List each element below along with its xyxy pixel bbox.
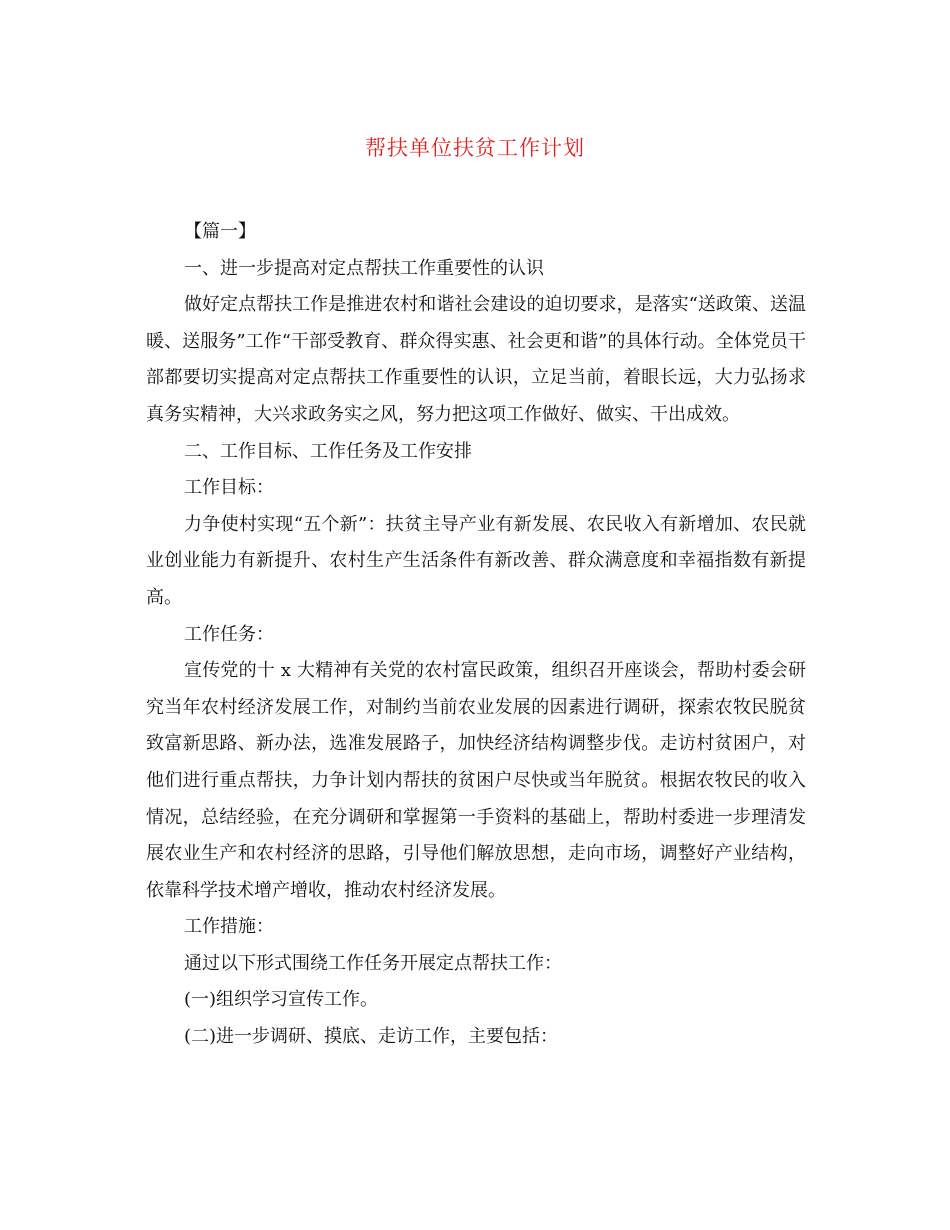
label-work-goals: 工作目标： (184, 477, 274, 499)
document-title: 帮扶单位扶贫工作计划 (365, 136, 585, 160)
list-item-2: (二)进一步调研、摸底、走访工作，主要包括： (184, 1026, 559, 1048)
document-body (146, 214, 806, 1056)
paragraph-work-goals: 力争使村实现“五个新”：扶贫主导产业有新发展、农民收入有新增加、农民就业创业能力有新提升、农村生产生活条件有新改善、群众满意度和幸福指数有新提高。 (146, 513, 806, 608)
heading-section-1: 一、进一步提高对定点帮扶工作重要性的认识 (184, 257, 544, 279)
label-work-tasks: 工作任务： (184, 623, 274, 645)
paragraph-work-tasks: 宣传党的十 x 大精神有关党的农村富民政策，组织召开座谈会，帮助村委会研究当年农村经济发展工作，对制约当前农业发展的因素进行调研，探索农牧民脱贫致富新思路、新办法，选准发展路子，加快经济结构调整步伐。走访村贫困户，对他们进行重点帮扶，力争计划内帮扶的贫困户尽快或当年脱贫。根据农牧民的收入情况，总结经验，在充分调研和掌握第一手资料的基础上，帮助村委进一步理清发展农业生产和农村经济的思路，引导他们解放思想，走向市场，调整好产业结构，依靠科学技术增产增收，推动农村经济发展。 (146, 660, 806, 901)
heading-section-2: 二、工作目标、工作任务及工作安排 (184, 440, 472, 462)
label-work-measures: 工作措施： (184, 916, 274, 938)
paragraph-importance: 做好定点帮扶工作是推进农村和谐社会建设的迫切要求，是落实“送政策、送温暖、送服务”工作“干部受教育、群众得实惠、社会更和谐”的具体行动。全体党员干部都要切实提高对定点帮扶工作重要性的认识，立足当前，着眼长远，大力弘扬求真务实精神，大兴求政务实之风，努力把这项工作做好、做实、干出成效。 (146, 294, 806, 425)
paragraph-measures-intro: 通过以下形式围绕工作任务开展定点帮扶工作： (184, 952, 562, 974)
list-item-1: (一)组织学习宣传工作。 (184, 989, 379, 1011)
section-label-pian-yi: 【篇一】 (184, 221, 256, 242)
